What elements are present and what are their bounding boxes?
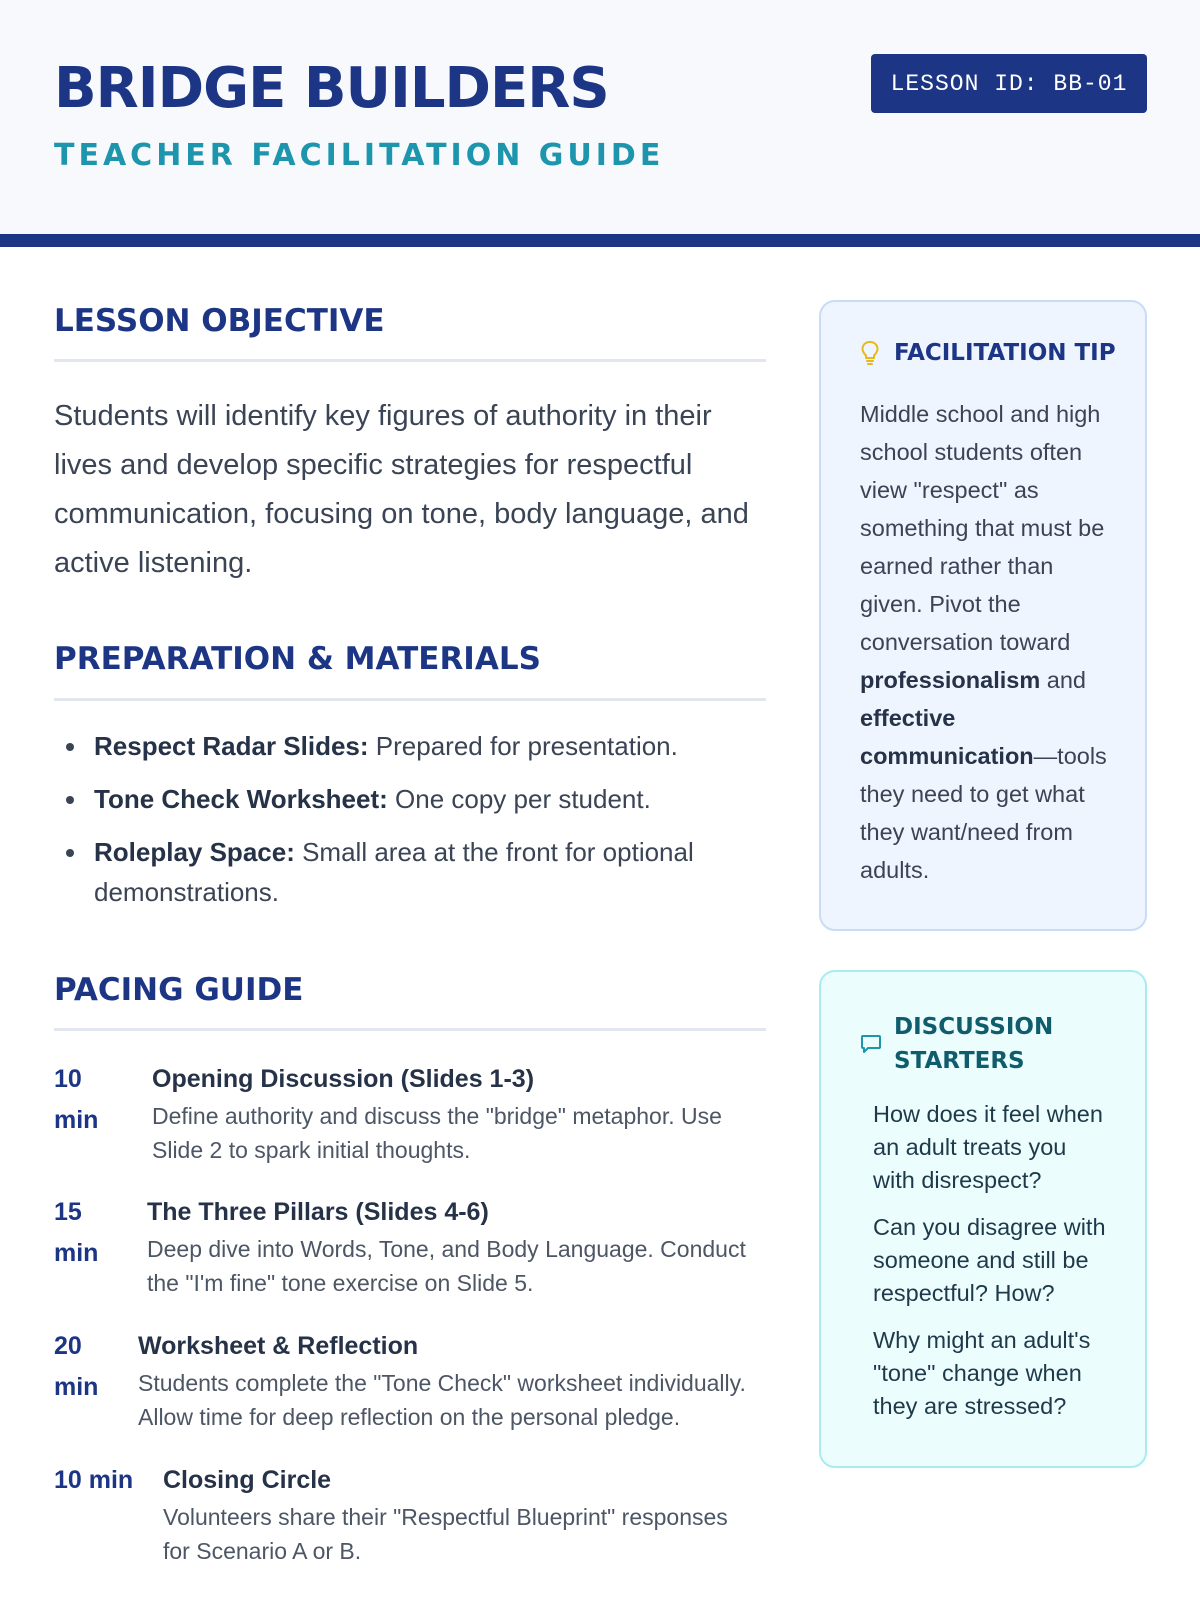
list-item [54,779,766,819]
discussion-question: Can you disagree with someone and still be respectful? How? [873,1214,1106,1306]
pacing-desc: Volunteers share their "Respectful Blueprint" responses for Scenario A or B. [163,1504,728,1564]
materials-heading: PREPARATION & MATERIALS [54,641,541,677]
list-item [54,726,766,766]
pacing-title: Closing Circle [163,1466,332,1494]
material-desc: Prepared for presentation. [375,731,678,761]
facilitation-tip-header [860,340,1116,366]
pacing-item [54,1460,766,1570]
pacing-desc: Deep dive into Words, Tone, and Body Language. Conduct the "I'm fine" tone exercise on Slide 5. [147,1236,746,1296]
facilitation-tip-heading: FACILITATION TIP [894,340,1116,366]
objective-heading: LESSON OBJECTIVE [54,303,385,339]
pacing-title: Opening Discussion (Slides 1-3) [152,1065,535,1093]
list-item [54,832,766,912]
material-desc: One copy per student. [395,784,651,814]
page-title: BRIDGE BUILDERS [54,56,609,121]
discussion-starters-header [860,1010,1054,1078]
speech-bubble-icon [860,1033,882,1055]
pacing-item [54,1059,766,1179]
facilitation-tip-text: Middle school and high school students often view "respect" as something that must be earned rather than given. Pivot the conversation toward professionalism and effective communication—tools they need to get what they want/need from adults. [860,401,1107,883]
material-desc: Small area at the front for optional demonstrations. [94,837,694,907]
pacing-title: The Three Pillars (Slides 4-6) [147,1198,489,1226]
lesson-id-badge: LESSON ID: BB-01 [871,54,1147,113]
page-subtitle: TEACHER FACILITATION GUIDE [54,138,665,173]
header-divider [0,234,1200,247]
discussion-question: Why might an adult's "tone" change when they are stressed? [873,1327,1091,1419]
material-name: Tone Check Worksheet: [94,784,388,814]
pacing-time: 10 min [54,1466,134,1494]
discussion-starters-heading: DISCUSSION STARTERS [894,1014,1054,1074]
discussion-question: How does it feel when an adult treats you with disrespect? [873,1101,1103,1193]
pacing-item [54,1326,766,1446]
pacing-desc: Define authority and discuss the "bridge" metaphor. Use Slide 2 to spark initial thoughts. [152,1103,722,1163]
pacing-time: 10 min [54,1065,99,1134]
pacing-item [54,1192,766,1312]
pacing-desc: Students complete the "Tone Check" worksheet individually. Allow time for deep reflection on the personal pledge. [138,1370,746,1430]
material-name: Roleplay Space: [94,837,295,867]
objective-divider [54,359,766,362]
discussion-question-list [873,1098,1113,1437]
pacing-heading: PACING GUIDE [54,972,304,1008]
pacing-time: 15 min [54,1198,99,1267]
materials-list [54,726,766,925]
lightbulb-icon [860,340,880,366]
objective-text: Students will identify key figures of authority in their lives and develop specific strategies for respectful communication, focusing on tone, body language, and active listening. [54,400,749,579]
pacing-title: Worksheet & Reflection [138,1332,419,1360]
materials-divider [54,698,766,701]
pacing-divider [54,1028,766,1031]
material-name: Respect Radar Slides: [94,731,369,761]
pacing-time: 20 min [54,1332,99,1401]
